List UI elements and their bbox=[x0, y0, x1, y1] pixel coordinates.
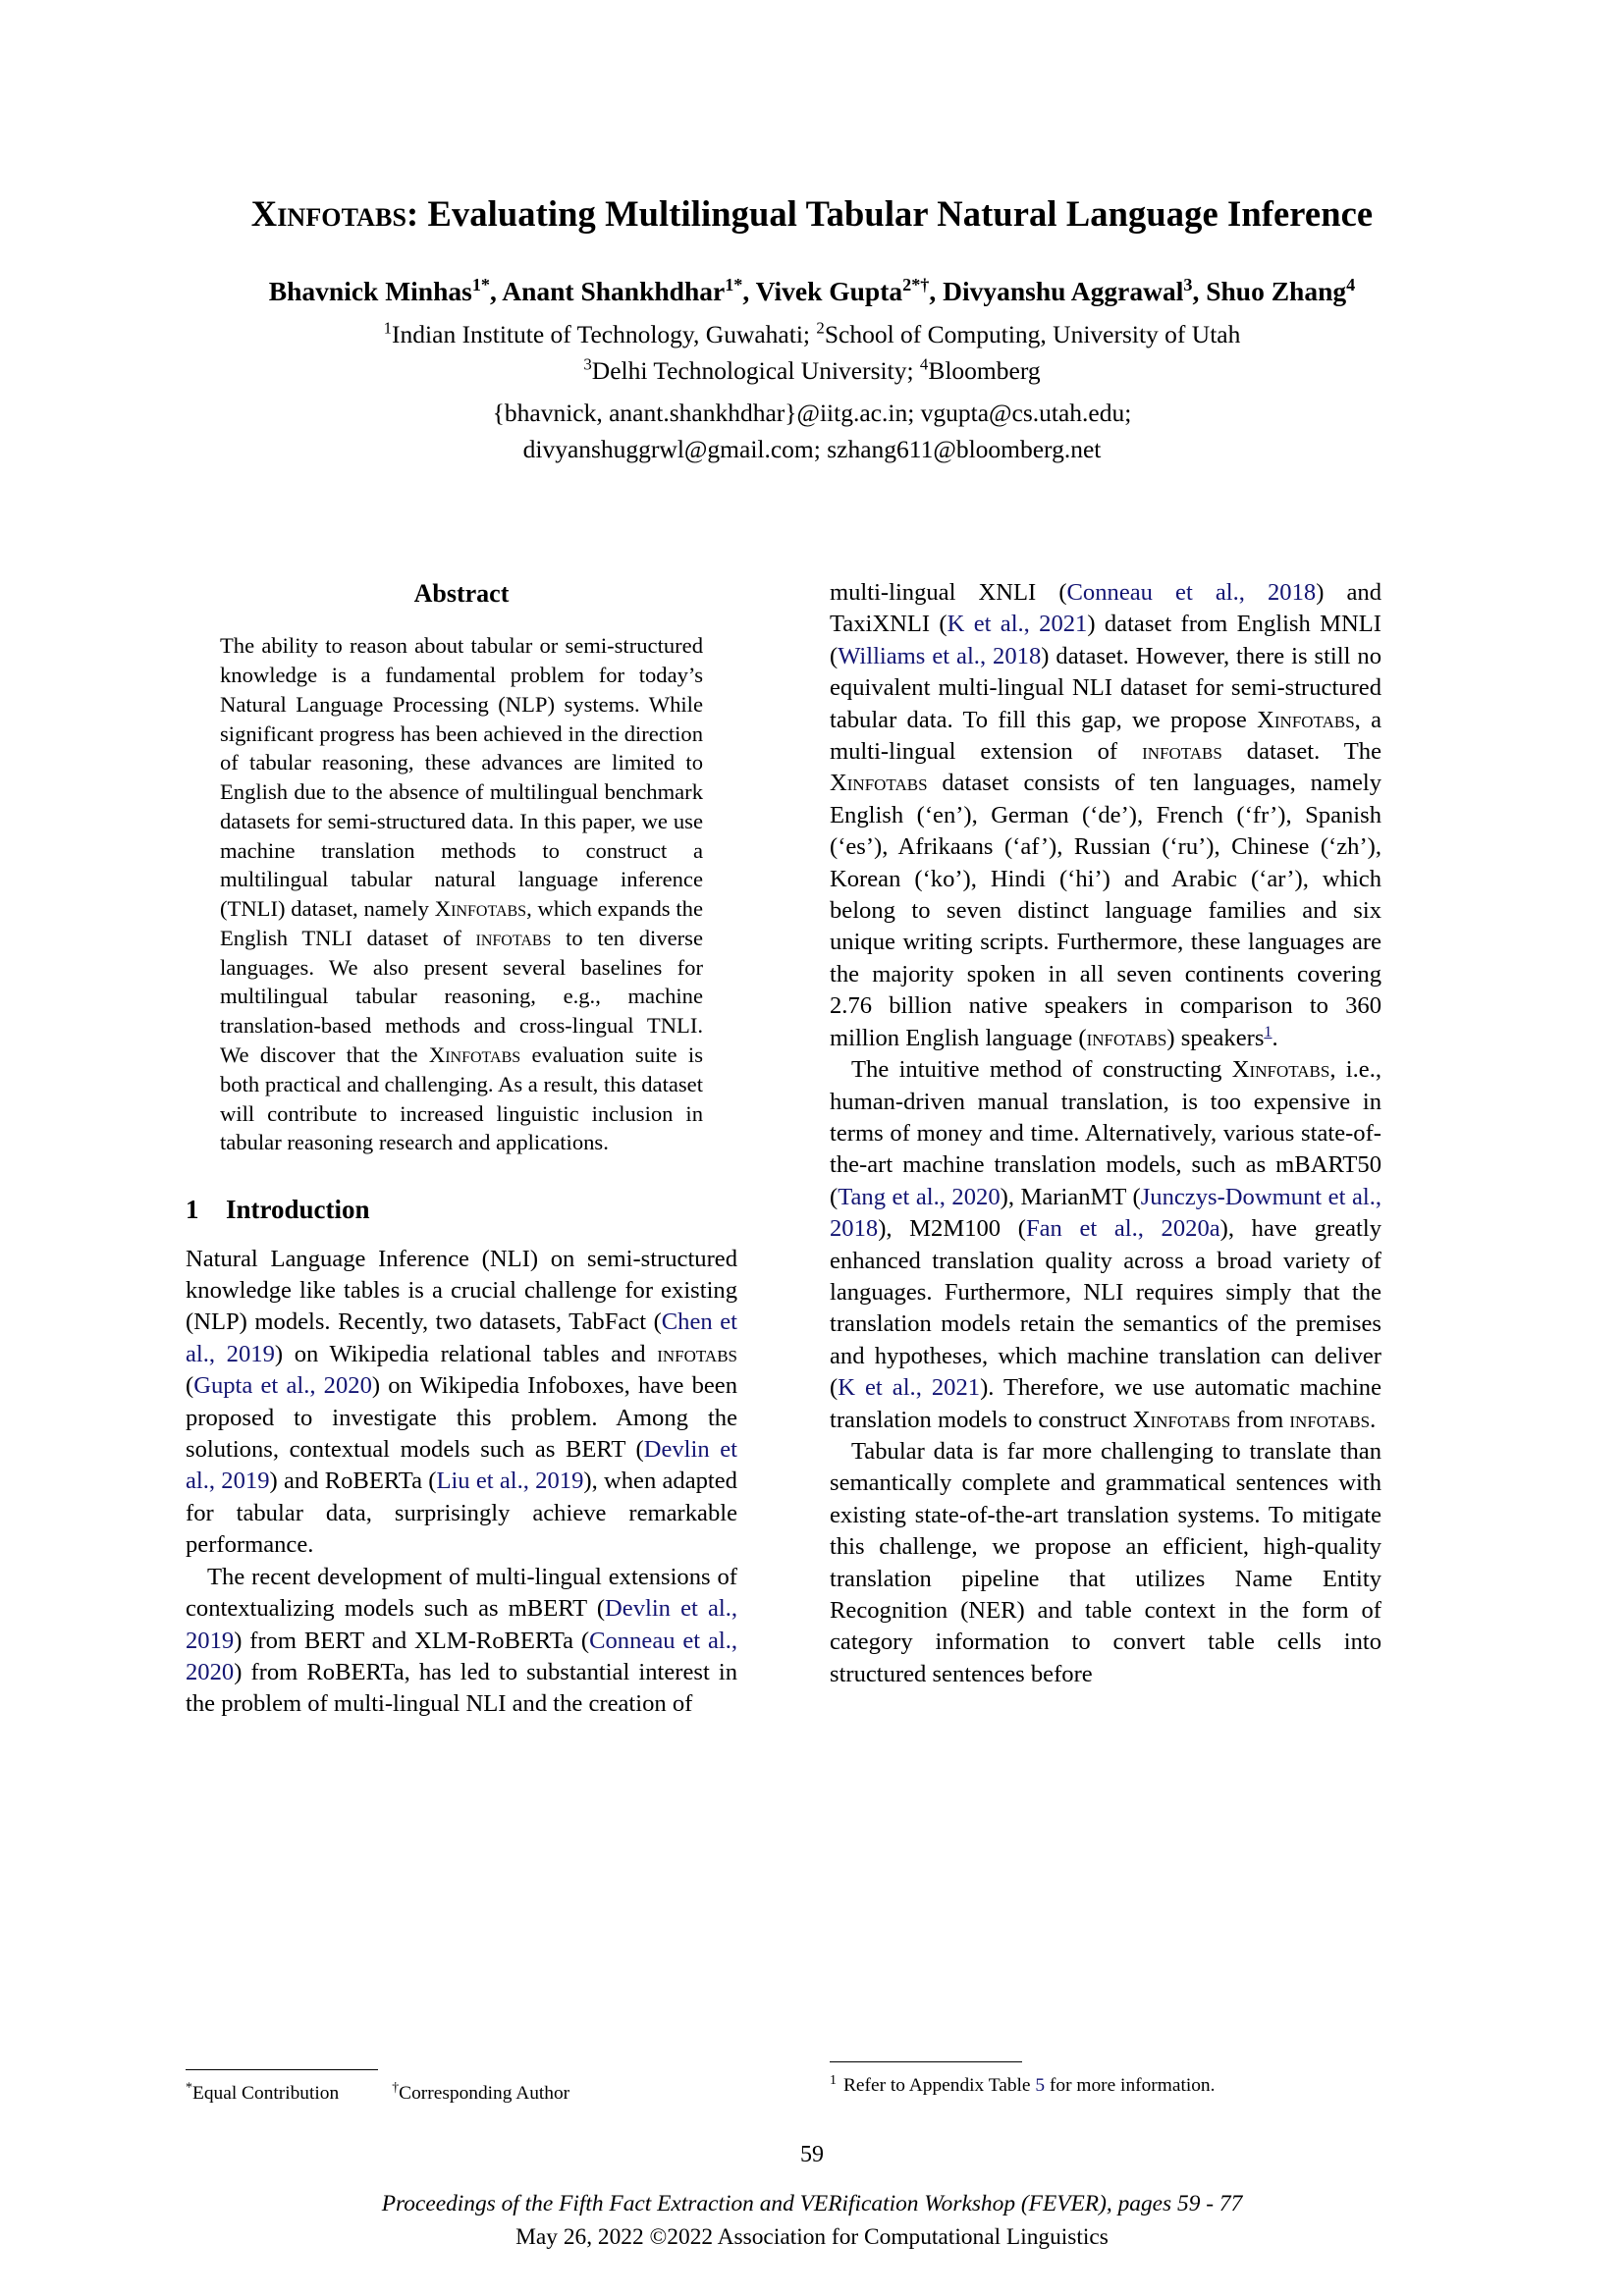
author-marks: 1* bbox=[725, 274, 743, 294]
footnote-block-right bbox=[830, 2061, 1381, 2099]
par-text: ) and TaxiXNLI ( bbox=[830, 579, 1381, 638]
abstract-heading: Abstract bbox=[413, 579, 510, 608]
citation-link[interactable]: Junczys-Dowmunt et al., 2018 bbox=[830, 1183, 1382, 1243]
affiliation-marker: 2 bbox=[816, 318, 825, 338]
author-list: Bhavnick Minhas$^{1*}$, Anant Shankhdhar$^{1*}$, Vivek Gupta$^{2*\dagger}$, Divyanshu Aggrawal$^3$, Shuo Zhang$^4$ bbox=[268, 274, 1356, 307]
footnote-marker: * bbox=[186, 2080, 192, 2096]
footnote-equal-contribution bbox=[186, 2081, 339, 2107]
abstract-acronym: infotabs bbox=[445, 1041, 521, 1067]
affiliation-marker: 4 bbox=[919, 354, 929, 374]
citation-link[interactable]: Liu et al., 2019 bbox=[436, 1468, 584, 1495]
author-marks: 4 bbox=[1346, 274, 1356, 294]
par-text: ) speakers bbox=[1166, 1024, 1265, 1051]
abstract-text: , which expands the English TNLI dataset of bbox=[220, 896, 703, 950]
par-text: ) from RoBERTa, has led to substantial interest in the problem of multi-lingual NLI and the creation of bbox=[186, 1658, 737, 1718]
par-text: dataset consists of ten languages, namely English (‘en’), German (‘de’), French (‘fr’), Spanish (‘es’), Afrikaans (‘af’), Russian (‘ru’), Chinese (‘zh’), Korean (‘ko’), Hindi (‘hi’) and Arabic (‘ar’), which belong to seven distinct language families and six unique writing scripts. Furthermore, these languages are the majority spoken in all seven continents covering 2.76 billion native speakers in comparison to 360 million English language ( bbox=[830, 770, 1381, 1051]
title-block bbox=[182, 192, 1442, 467]
par-text: ), when adapted for tabular data, surprisingly achieve remarkable performance. bbox=[186, 1468, 737, 1559]
citation-link[interactable]: Conneau et al., 2018 bbox=[1066, 579, 1317, 606]
inline-acronym: infotabs bbox=[846, 770, 928, 797]
affiliation-marker: 1 bbox=[383, 318, 393, 338]
affiliation-line-2 bbox=[182, 353, 1442, 389]
table-reference-link[interactable]: 5 bbox=[1035, 2075, 1046, 2096]
inline-acronym: infotabs bbox=[1249, 1056, 1330, 1084]
par-text: , a multi-lingual extension of bbox=[830, 706, 1381, 766]
par-text: The intuitive method of constructing bbox=[851, 1056, 1232, 1084]
affiliation-marker: 3 bbox=[583, 354, 592, 374]
footnote-rule bbox=[830, 2061, 1022, 2062]
section-title: Introduction bbox=[226, 1195, 370, 1225]
right-paragraph-1 bbox=[830, 577, 1381, 1054]
footnote-text: for more information. bbox=[1045, 2075, 1216, 2096]
author-marks: 3 bbox=[1183, 274, 1193, 294]
par-text: multi-lingual XNLI ( bbox=[830, 579, 1067, 606]
author-name: Divyanshu Aggrawal bbox=[943, 276, 1184, 307]
copyright-line: May 26, 2022 ©2022 Association for Computational Linguistics bbox=[515, 2224, 1109, 2251]
author-name: Shuo Zhang bbox=[1206, 276, 1347, 307]
right-column bbox=[830, 577, 1381, 1690]
affiliation-text: Delhi Technological University; bbox=[591, 355, 920, 385]
inline-acronym: infotabs bbox=[1086, 1024, 1167, 1051]
footnote-corresponding-author bbox=[392, 2081, 569, 2107]
citation-link[interactable]: Chen et al., 2019 bbox=[186, 1308, 737, 1367]
footnote-text: Corresponding Author bbox=[399, 2083, 570, 2104]
par-text: dataset. The bbox=[1221, 738, 1381, 766]
affiliations bbox=[182, 317, 1442, 388]
footnote-reference[interactable]: 1 bbox=[1264, 1022, 1272, 1041]
title-rest: : Evaluating Multilingual Tabular Natural Language Inference bbox=[406, 193, 1374, 234]
par-text: ), MarianMT ( bbox=[1000, 1183, 1141, 1210]
abstract-text: to ten diverse languages. We also present several baselines for multilingual tabular reasoning, e.g., machine translation-based methods and cross-lingual TNLI. We discover that the bbox=[220, 925, 703, 1067]
abstract-acronym: infotabs bbox=[451, 896, 527, 922]
inline-acronym: infotabs bbox=[1273, 706, 1355, 733]
section-heading-introduction bbox=[186, 1193, 737, 1228]
citation-link[interactable]: K et al., 2021 bbox=[947, 611, 1088, 638]
abstract-text: evaluation suite is both practical and challenging. As a result, this dataset will contribute to increased linguistic inclusion in tabular reasoning research and applications. bbox=[220, 1041, 703, 1155]
inline-acronym: X bbox=[830, 770, 847, 797]
par-text: ) dataset from English MNLI ( bbox=[830, 611, 1381, 669]
author-name: Anant Shankhdhar bbox=[502, 276, 726, 307]
citation-link[interactable]: K et al., 2021 bbox=[838, 1374, 981, 1402]
title-acronym-first: X bbox=[250, 193, 278, 234]
page-number: 59 bbox=[800, 2142, 824, 2167]
affiliation-text: Bloomberg bbox=[928, 355, 1041, 385]
par-text: ) and RoBERTa ( bbox=[269, 1468, 437, 1495]
affiliation-line-1 bbox=[182, 317, 1442, 352]
left-column bbox=[186, 577, 737, 1721]
par-text: ) on Wikipedia relational tables and bbox=[274, 1340, 658, 1367]
page-title bbox=[182, 192, 1442, 235]
par-text: ), have greatly enhanced translation quality across a broad variety of languages. Furthermore, NLI requires simply that the translation models retain the semantics of the premises and hypotheses, which machine translation can deliver ( bbox=[830, 1215, 1382, 1402]
title-acronym-rest: infotabs bbox=[277, 193, 407, 234]
abstract-text: The ability to reason about tabular or semi-structured knowledge is a fundamental problem for today’s Natural Language Processing (NLP) systems. While significant progress has been achieved in the direction of tabular reasoning, these advances are limited to English due to the absence of multilingual benchmark datasets for semi-structured data. In this paper, we use machine translation methods to construct a multilingual tabular natural language inference (TNLI) dataset, namely bbox=[220, 633, 703, 922]
proceedings-line: Proceedings of the Fifth Fact Extraction and VERification Workshop (FEVER), pages 59 - 77 bbox=[381, 2191, 1243, 2216]
author-marks: 2*† bbox=[902, 274, 930, 294]
inline-acronym: infotabs bbox=[657, 1340, 737, 1367]
par-text: Natural Language Inference (NLI) on semi-structured knowledge like tables is a crucial challenge for existing (NLP) models. Recently, two datasets, TabFact ( bbox=[186, 1245, 737, 1336]
citation-link[interactable]: Tang et al., 2020 bbox=[838, 1183, 1001, 1210]
intro-paragraph-2 bbox=[186, 1562, 737, 1721]
abstract-acronym: X bbox=[434, 896, 452, 922]
par-text: ). Therefore, we use automatic machine translation models to construct bbox=[830, 1374, 1381, 1433]
affiliation-text: School of Computing, University of Utah bbox=[824, 320, 1241, 349]
par-text: ( bbox=[186, 1372, 194, 1400]
par-text: ) dataset. However, there is still no equivalent multi-lingual NLI dataset for semi-structured tabular data. To fill this gap, we propose bbox=[830, 642, 1381, 733]
citation-link[interactable]: Fan et al., 2020a bbox=[1025, 1215, 1220, 1243]
footnote-marker: † bbox=[392, 2080, 400, 2096]
inline-acronym: X bbox=[1132, 1406, 1151, 1433]
citation-link[interactable]: Williams et al., 2018 bbox=[838, 642, 1042, 669]
citation-link[interactable]: Gupta et al., 2020 bbox=[193, 1372, 372, 1400]
citation-link[interactable]: Devlin et al., 2019 bbox=[186, 1595, 738, 1654]
par-text: . bbox=[1370, 1406, 1377, 1433]
footnote-block-left bbox=[186, 2069, 737, 2107]
footnote-text: Equal Contribution bbox=[191, 2083, 340, 2104]
footnote-rule bbox=[186, 2069, 378, 2070]
par-text: . bbox=[1272, 1024, 1278, 1051]
citation-link[interactable]: Conneau et al., 2020 bbox=[186, 1627, 737, 1685]
intro-paragraph-1 bbox=[186, 1244, 737, 1562]
par-text: The recent development of multi-lingual extensions of contextualizing models such as mBERT ( bbox=[186, 1563, 737, 1623]
author-name: Vivek Gupta bbox=[755, 276, 903, 307]
par-text: ), M2M100 ( bbox=[878, 1215, 1026, 1243]
footnote-text: Refer to Appendix Table bbox=[842, 2075, 1036, 2096]
author-name: Bhavnick Minhas bbox=[268, 276, 472, 307]
par-text: Tabular data is far more challenging to translate than semantically complete and grammatical sentences with existing state-of-the-art translation systems. To mitigate this challenge, we propose an efficient, high-quality translation pipeline that utilizes Name Entity Recognition (NER) and table context in the form of category information to convert table cells into structured sentences before bbox=[830, 1437, 1381, 1687]
inline-acronym: infotabs bbox=[1150, 1406, 1231, 1433]
email-line: {bhavnick, anant.shankhdhar}@iitg.ac.in; vgupta@cs.utah.edu; bbox=[492, 398, 1132, 427]
affiliation-text: Indian Institute of Technology, Guwahati; bbox=[392, 320, 817, 349]
abstract-body bbox=[220, 631, 703, 1157]
citation-link[interactable]: Devlin et al., 2019 bbox=[186, 1436, 737, 1495]
inline-acronym: infotabs bbox=[1289, 1406, 1371, 1433]
inline-acronym: X bbox=[1257, 706, 1274, 733]
abstract-acronym: X bbox=[428, 1041, 446, 1067]
author-marks: 1* bbox=[471, 274, 490, 294]
section-number: 1 bbox=[186, 1195, 199, 1225]
par-text: , i.e., human-driven manual translation, is too expensive in terms of money and time. Alternatively, various state-of-the-art machine translation models, such as mBART50 ( bbox=[830, 1056, 1382, 1210]
inline-acronym: X bbox=[1231, 1056, 1250, 1084]
par-text: from bbox=[1230, 1406, 1290, 1433]
footnote-number: 1 bbox=[830, 2072, 837, 2088]
email-line: divyanshuggrwl@gmail.com; szhang611@bloomberg.net bbox=[522, 435, 1102, 464]
inline-acronym: infotabs bbox=[1142, 738, 1222, 766]
abstract-acronym: infotabs bbox=[475, 925, 552, 950]
email-block bbox=[182, 395, 1442, 467]
right-paragraph-3 bbox=[830, 1436, 1381, 1690]
proceedings-footer bbox=[0, 2187, 1624, 2254]
right-paragraph-2 bbox=[830, 1054, 1381, 1436]
par-text: ) on Wikipedia Infoboxes, have been proposed to investigate this problem. Among the solutions, contextual models such as BERT ( bbox=[186, 1372, 737, 1464]
par-text: ) from BERT and XLM-RoBERTa ( bbox=[234, 1627, 590, 1654]
